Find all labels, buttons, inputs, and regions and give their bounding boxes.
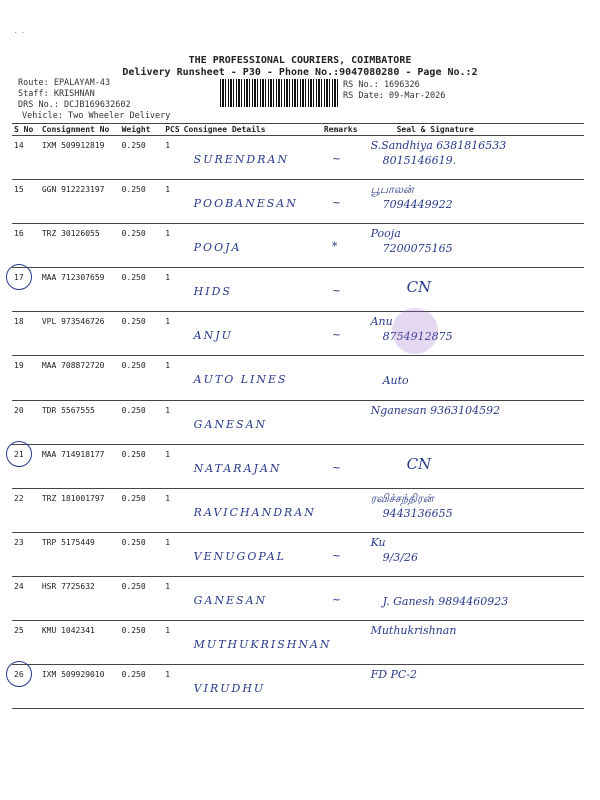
signature-note: 8015146619. — [382, 154, 457, 167]
consignee-name: ANJU — [193, 329, 233, 343]
vehicle-label: Vehicle: Two Wheeler Delivery — [22, 111, 171, 121]
remark-mark: * — [331, 240, 338, 254]
signature-cell — [367, 136, 584, 180]
pieces-value: 1 — [163, 180, 181, 224]
signature-note: 9/3/26 — [382, 550, 418, 564]
serial-number: 24 — [14, 581, 24, 591]
signature-line: FD PC-2 — [370, 668, 418, 682]
pieces-value: 1 — [163, 356, 181, 400]
remark-mark: ~ — [331, 592, 342, 606]
serial-number: 23 — [14, 537, 24, 547]
serial-number: 15 — [14, 185, 24, 195]
column-header: Remarks — [322, 124, 367, 136]
weight-value: 0.250 — [120, 356, 164, 400]
consignment-number: KMU 1042341 — [40, 621, 120, 665]
pieces-value: 1 — [163, 224, 181, 268]
barcode — [220, 79, 338, 107]
pieces-value: 1 — [163, 312, 181, 356]
ink-stamp — [392, 308, 438, 354]
weight-value: 0.250 — [120, 576, 164, 620]
route-label: Route: EPALAYAM-43 — [18, 78, 111, 88]
consignee-name: MUTHUKRISHNAN — [193, 638, 332, 652]
serial-number: 17 — [14, 273, 24, 283]
consignee-cell — [182, 312, 322, 356]
consignee-name: RAVICHANDRAN — [193, 505, 316, 519]
serial-number: 25 — [14, 626, 24, 636]
consignee-cell — [182, 444, 322, 488]
consignment-number: HSR 7725632 — [40, 576, 120, 620]
weight-value: 0.250 — [120, 224, 164, 268]
pieces-value: 1 — [163, 268, 181, 312]
remark-mark: ~ — [331, 460, 342, 474]
serial-number-cell — [12, 576, 40, 620]
remarks-cell — [322, 532, 367, 576]
column-header: Consignment No — [40, 124, 120, 136]
remark-mark: ~ — [331, 328, 342, 342]
table-row — [12, 268, 584, 312]
consignee-name: GANESAN — [193, 417, 268, 431]
signature-line: Anu — [370, 315, 393, 329]
consignment-number: MAA 714918177 — [40, 444, 120, 488]
remark-mark: ~ — [331, 152, 342, 165]
pieces-value: 1 — [163, 488, 181, 532]
pieces-value: 1 — [163, 576, 181, 620]
consignee-name: SURENDRAN — [193, 153, 290, 166]
consignee-cell — [182, 576, 322, 620]
serial-number: 20 — [14, 405, 24, 415]
serial-number-cell — [12, 400, 40, 444]
consignee-name: AUTO LINES — [193, 373, 288, 387]
remarks-cell — [322, 268, 367, 312]
table-row — [12, 444, 584, 488]
consignment-number: GGN 912223197 — [40, 180, 120, 224]
table-row — [12, 356, 584, 400]
signature-note: J. Ganesh 9894460923 — [382, 594, 509, 608]
signature-cell — [367, 356, 584, 400]
consignee-name: GANESAN — [193, 593, 268, 607]
page-subtitle: Delivery Runsheet - P30 - Phone No.:9047080280 - Page No.:2 — [122, 67, 478, 78]
signature-cell — [367, 180, 584, 224]
signature-note: Auto — [382, 374, 409, 388]
signature-note: 7200075165 — [382, 242, 453, 256]
weight-value: 0.250 — [120, 488, 164, 532]
consignee-name: NATARAJAN — [193, 461, 282, 475]
consignee-name: VENUGOPAL — [193, 549, 286, 563]
rs-number: RS No.: 1696326 — [343, 80, 420, 90]
consignment-number: VPL 973546726 — [40, 312, 120, 356]
runsheet-table — [12, 123, 584, 709]
serial-number-cell — [12, 488, 40, 532]
serial-number-cell — [12, 665, 40, 709]
serial-number-cell — [12, 621, 40, 665]
serial-number: 22 — [14, 493, 24, 503]
signature-cell — [367, 621, 584, 665]
weight-value: 0.250 — [120, 312, 164, 356]
signature-cell — [367, 268, 584, 312]
consignment-number: TRP 5175449 — [40, 532, 120, 576]
weight-value: 0.250 — [120, 180, 164, 224]
signature-cell — [367, 488, 584, 532]
serial-number-cell — [12, 532, 40, 576]
remarks-cell — [322, 180, 367, 224]
remarks-cell — [322, 224, 367, 268]
column-header: S No — [12, 124, 40, 136]
pieces-value: 1 — [163, 400, 181, 444]
consignee-cell — [182, 224, 322, 268]
signature-cell — [367, 576, 584, 620]
signature-cell — [367, 224, 584, 268]
signature-note: CN — [406, 454, 432, 473]
signature-note: CN — [406, 278, 432, 297]
signature-line: Pooja — [370, 227, 401, 241]
serial-number-cell — [12, 312, 40, 356]
table-row — [12, 224, 584, 268]
consignment-number: TRZ 181001797 — [40, 488, 120, 532]
consignee-name: POOJA — [193, 241, 242, 255]
pieces-value: 1 — [163, 621, 181, 665]
serial-number-cell — [12, 224, 40, 268]
signature-line: Ku — [370, 535, 386, 549]
remarks-cell — [322, 312, 367, 356]
weight-value: 0.250 — [120, 444, 164, 488]
staff-label: Staff: KRISHNAN — [18, 89, 95, 99]
consignment-number: MAA 712307659 — [40, 268, 120, 312]
serial-number: 14 — [14, 141, 24, 150]
circle-mark — [6, 264, 32, 290]
serial-number-cell — [12, 444, 40, 488]
consignee-name: HIDS — [193, 285, 232, 299]
column-header: Weight — [120, 124, 164, 136]
table-row — [12, 400, 584, 444]
signature-note: 9443136655 — [382, 506, 453, 520]
consignment-number: IXM 509912819 — [40, 136, 120, 180]
remarks-cell — [322, 356, 367, 400]
weight-value: 0.250 — [120, 621, 164, 665]
serial-number: 16 — [14, 229, 24, 239]
remarks-cell — [322, 665, 367, 709]
pieces-value: 1 — [163, 665, 181, 709]
page-title: THE PROFESSIONAL COURIERS, COIMBATORE — [188, 55, 412, 66]
weight-value: 0.250 — [120, 532, 164, 576]
serial-number-cell — [12, 268, 40, 312]
circle-mark — [6, 661, 32, 687]
remark-mark: ~ — [331, 284, 342, 298]
remarks-cell — [322, 621, 367, 665]
consignee-cell — [182, 268, 322, 312]
remarks-cell — [322, 444, 367, 488]
remarks-cell — [322, 400, 367, 444]
table-row — [12, 532, 584, 576]
pieces-value: 1 — [163, 444, 181, 488]
serial-number: 21 — [14, 449, 24, 459]
corner-mark: . . — [14, 28, 25, 35]
pieces-value: 1 — [163, 136, 181, 180]
remark-mark: ~ — [331, 196, 342, 210]
table-row — [12, 665, 584, 709]
consignment-number: TRZ 30126055 — [40, 224, 120, 268]
consignment-number: IXM 509929010 — [40, 665, 120, 709]
consignee-cell — [182, 488, 322, 532]
consignee-cell — [182, 400, 322, 444]
weight-value: 0.250 — [120, 136, 164, 180]
rs-date: RS Date: 09-Mar-2026 — [343, 91, 446, 101]
serial-number-cell — [12, 356, 40, 400]
table-row — [12, 312, 584, 356]
serial-number: 26 — [14, 670, 24, 680]
column-header: PCS — [165, 125, 180, 134]
table-row — [12, 180, 584, 224]
signature-line: Muthukrishnan — [370, 624, 457, 638]
serial-number-cell — [12, 180, 40, 224]
consignee-cell — [182, 665, 322, 709]
signature-line: பூபாலன் — [370, 183, 414, 197]
consignee-cell — [182, 621, 332, 665]
column-header: Seal & Signature — [367, 124, 584, 136]
signature-cell — [367, 532, 584, 576]
weight-value: 0.250 — [120, 268, 164, 312]
signature-cell — [367, 665, 584, 709]
remarks-cell — [322, 576, 367, 620]
weight-value: 0.250 — [120, 400, 164, 444]
table-row — [12, 136, 584, 180]
consignment-number: MAA 708872720 — [40, 356, 120, 400]
consignee-cell — [182, 136, 322, 180]
signature-note: 8754912875 — [382, 330, 453, 344]
column-header: Consignee Details — [182, 124, 322, 136]
signature-line: Nganesan 9363104592 — [370, 403, 501, 417]
consignee-name: POOBANESAN — [193, 197, 298, 211]
signature-note: 7094449922 — [382, 198, 453, 212]
serial-number: 19 — [14, 361, 24, 371]
consignee-name: VIRUDHU — [193, 682, 266, 696]
remark-mark: ~ — [331, 548, 342, 562]
signature-cell — [367, 444, 584, 488]
circle-mark — [6, 441, 32, 467]
weight-value: 0.250 — [120, 665, 164, 709]
remarks-cell — [322, 488, 367, 532]
pieces-value: 1 — [163, 532, 181, 576]
consignee-cell — [182, 356, 322, 400]
serial-number-cell — [12, 136, 40, 180]
signature-line: ரவிச்சந்திரன் — [370, 491, 434, 505]
drs-number: DRS No.: DCJB169632602 — [18, 100, 131, 110]
signature-line: S.Sandhiya 6381816533 — [370, 139, 507, 152]
consignee-cell — [182, 532, 322, 576]
serial-number: 18 — [14, 317, 24, 327]
table-row — [12, 576, 584, 620]
remarks-cell — [322, 136, 367, 180]
table-row — [12, 621, 584, 665]
signature-cell — [367, 400, 584, 444]
table-row — [12, 488, 584, 532]
consignment-number: TDR 5567555 — [40, 400, 120, 444]
consignee-cell — [182, 180, 322, 224]
